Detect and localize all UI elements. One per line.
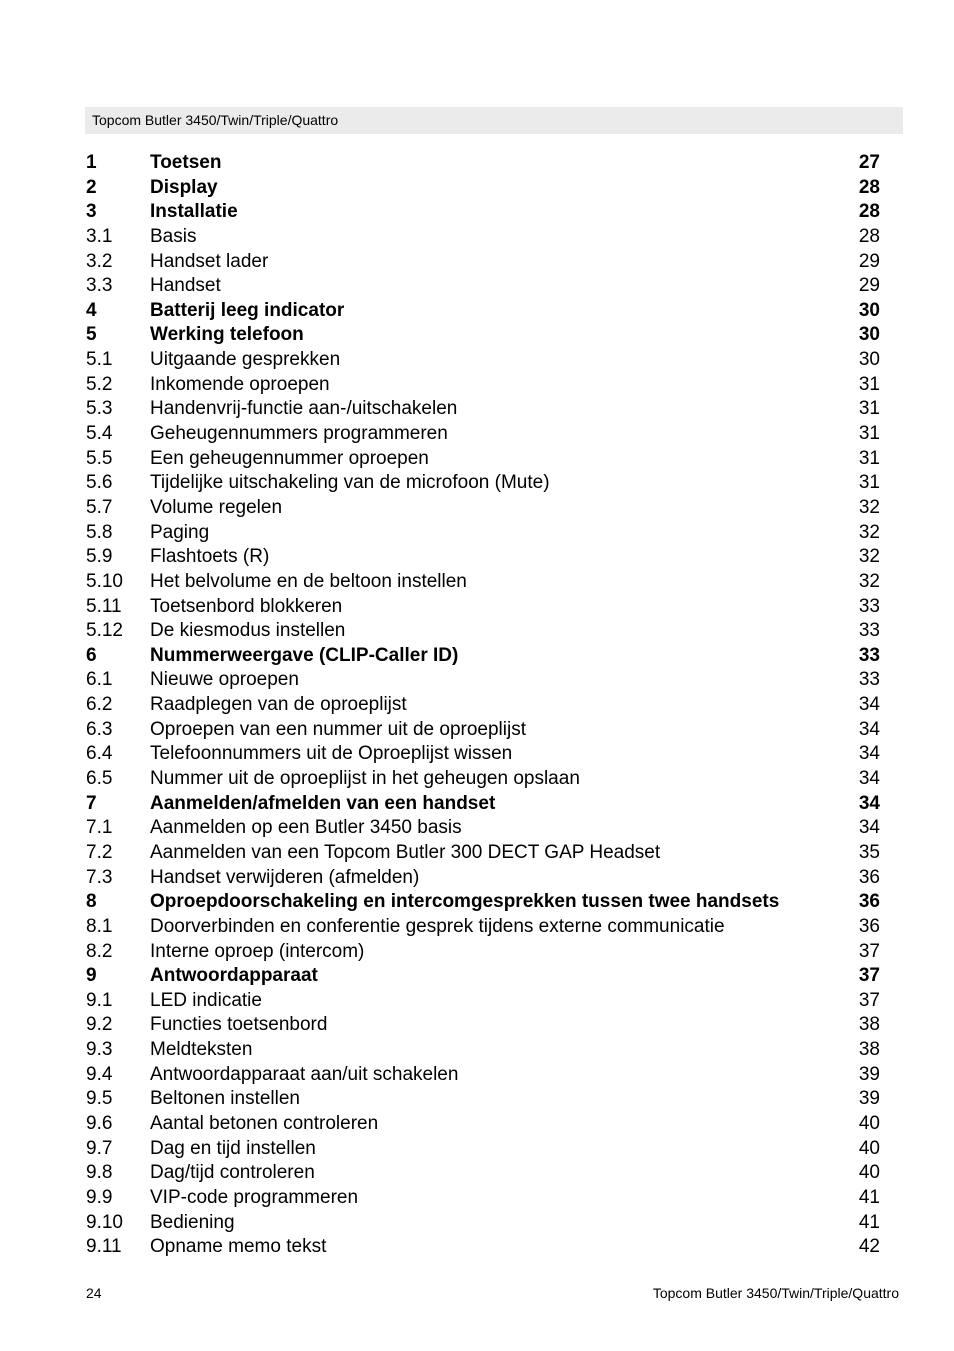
toc-entry-title: Een geheugennummer oproepen — [150, 447, 429, 469]
toc-entry-number: 9.1 — [86, 989, 113, 1011]
toc-entry[interactable] — [86, 176, 882, 201]
toc-entry-page: 41 — [858, 1186, 880, 1208]
toc-entry[interactable] — [86, 718, 882, 743]
toc-entry-title: Flashtoets (R) — [150, 546, 270, 568]
toc-entry-page: 32 — [858, 570, 880, 592]
toc-entry-page: 32 — [858, 521, 880, 543]
toc-entry[interactable] — [86, 644, 882, 669]
toc-entry-number: 9.10 — [86, 1211, 123, 1233]
toc-entry-number: 9.5 — [86, 1088, 113, 1110]
toc-entry-title: Doorverbinden en conferentie gesprek tijdens externe communicatie — [150, 915, 725, 937]
toc-entry-page: 38 — [858, 1039, 880, 1061]
toc-entry-page: 40 — [858, 1137, 880, 1159]
footer-page-number: 24 — [86, 1285, 102, 1301]
toc-entry-number: 9.2 — [86, 1014, 113, 1036]
toc-entry-number: 7.3 — [86, 866, 113, 888]
toc-entry-number: 7.1 — [86, 817, 113, 839]
toc-entry-title: Oproepdoorschakeling en intercomgesprekken tussen twee handsets — [150, 891, 780, 913]
toc-entry-number: 8.1 — [86, 915, 113, 937]
toc-entry-number: 5.6 — [86, 472, 113, 494]
toc-entry-page: 36 — [858, 866, 880, 888]
toc-entry-number: 5.4 — [86, 423, 113, 445]
toc-entry-title: Antwoordapparaat — [150, 965, 318, 987]
toc-entry-page: 33 — [858, 644, 880, 666]
toc-entry-page: 28 — [858, 176, 880, 198]
toc-entry-number: 9.7 — [86, 1137, 113, 1159]
toc-entry-title: Nummer uit de oproeplijst in het geheugen opslaan — [150, 768, 580, 790]
toc-entry-number: 3 — [86, 201, 97, 223]
toc-entry-page: 29 — [858, 275, 880, 297]
toc-entry-number: 5.2 — [86, 373, 113, 395]
toc-entry-page: 27 — [858, 152, 880, 173]
toc-entry-page: 34 — [858, 743, 880, 765]
toc-entry-title: Het belvolume en de beltoon instellen — [150, 570, 467, 592]
toc-entry[interactable] — [86, 1211, 882, 1236]
toc-entry-number: 5.8 — [86, 521, 113, 543]
toc-entry-number: 6.4 — [86, 743, 113, 765]
toc-entry-title: De kiesmodus instellen — [150, 620, 346, 642]
toc-entry-page: 39 — [858, 1088, 880, 1110]
toc-entry[interactable] — [86, 1137, 882, 1162]
toc-entry-page: 29 — [858, 250, 880, 272]
toc-entry-page: 36 — [858, 915, 880, 937]
toc-entry-number: 9 — [86, 965, 97, 987]
toc-entry-title: Handenvrij-functie aan-/uitschakelen — [150, 398, 458, 420]
toc-entry-title: LED indicatie — [150, 989, 262, 1011]
toc-entry[interactable] — [86, 151, 882, 176]
toc-entry-number: 3.3 — [86, 275, 113, 297]
toc-entry-number: 6.2 — [86, 694, 113, 716]
toc-entry[interactable] — [86, 299, 882, 324]
toc-entry-number: 6.3 — [86, 718, 113, 740]
toc-entry-title: Dag en tijd instellen — [150, 1137, 316, 1159]
toc-entry-page: 31 — [858, 398, 880, 420]
toc-entry-title: Oproepen van een nummer uit de oproeplijst — [150, 718, 527, 740]
toc-entry-number: 8 — [86, 891, 97, 913]
toc-entry-number: 5.3 — [86, 398, 113, 420]
toc-entry-title: Nummerweergave (CLIP-Caller ID) — [150, 644, 459, 666]
toc-entry-page: 37 — [858, 989, 880, 1011]
toc-entry-number: 5 — [86, 324, 97, 346]
toc-entry-number: 5.12 — [86, 620, 123, 642]
toc-entry[interactable] — [86, 1235, 882, 1260]
toc-entry-title: Opname memo tekst — [150, 1236, 327, 1258]
toc-entry[interactable] — [86, 1038, 882, 1063]
toc-entry-page: 39 — [858, 1063, 880, 1085]
toc-entry[interactable] — [86, 866, 882, 891]
toc-entry-title: Functies toetsenbord — [150, 1014, 328, 1036]
page-header — [85, 107, 903, 134]
toc-entry-title: Dag/tijd controleren — [150, 1162, 315, 1184]
toc-entry-title: Werking telefoon — [150, 324, 304, 346]
toc-entry-title: Bediening — [150, 1211, 235, 1233]
toc-entry-page: 34 — [858, 718, 880, 740]
toc-entry-title: Beltonen instellen — [150, 1088, 300, 1110]
toc-entry-page: 37 — [858, 940, 880, 962]
toc-entry[interactable] — [86, 1087, 882, 1112]
toc-entry-number: 6.5 — [86, 768, 113, 790]
toc-entry-title: Volume regelen — [150, 496, 283, 518]
toc-entry[interactable] — [86, 250, 882, 275]
toc-entry-title: Interne oproep (intercom) — [150, 940, 365, 962]
toc-entry[interactable] — [86, 225, 882, 250]
toc-entry-number: 5.7 — [86, 496, 113, 518]
toc-entry-number: 7 — [86, 792, 97, 814]
toc-entry-page: 32 — [858, 496, 880, 518]
toc-entry-title: Basis — [150, 225, 197, 247]
toc-entry-title: Antwoordapparaat aan/uit schakelen — [150, 1063, 459, 1085]
footer-title: Topcom Butler 3450/Twin/Triple/Quattro — [652, 1285, 899, 1301]
toc-entry-title: Batterij leeg indicator — [150, 299, 345, 321]
toc-entry-title: Raadplegen van de oproeplijst — [150, 694, 407, 716]
toc-entry[interactable] — [86, 397, 882, 422]
toc-entry[interactable] — [86, 964, 882, 989]
toc-entry-number: 2 — [86, 176, 97, 198]
toc-entry[interactable] — [86, 792, 882, 817]
toc-entry[interactable] — [86, 742, 882, 767]
toc-entry-page: 33 — [858, 669, 880, 691]
toc-entry[interactable] — [86, 940, 882, 965]
toc-entry-title: Aanmelden op een Butler 3450 basis — [150, 817, 462, 839]
toc-entry[interactable] — [86, 496, 882, 521]
toc-entry-title: Tijdelijke uitschakeling van de microfoon (Mute) — [150, 472, 550, 494]
toc-entry-number: 5.11 — [86, 595, 122, 617]
toc-entry-title: Meldteksten — [150, 1039, 253, 1061]
toc-entry-title: Aanmelden van een Topcom Butler 300 DECT GAP Headset — [150, 841, 661, 863]
toc-entry[interactable] — [86, 1063, 882, 1088]
toc-entry-page: 34 — [858, 768, 880, 790]
toc-entry[interactable] — [86, 989, 882, 1014]
toc-entry[interactable] — [86, 471, 882, 496]
toc-entry[interactable] — [86, 841, 882, 866]
header-title: Topcom Butler 3450/Twin/Triple/Quattro — [92, 112, 339, 128]
toc-entry-page: 38 — [858, 1014, 880, 1036]
toc-entry[interactable] — [86, 1013, 882, 1038]
toc-entry-number: 5.5 — [86, 447, 113, 469]
toc-entry-title: Inkomende oproepen — [150, 373, 330, 395]
toc-entry-number: 9.8 — [86, 1162, 113, 1184]
toc-entry-title: Telefoonnummers uit de Oproeplijst wissen — [150, 743, 513, 765]
toc-entry-number: 4 — [86, 299, 97, 321]
toc-entry-number: 3.1 — [86, 225, 113, 247]
toc-entry-title: Nieuwe oproepen — [150, 669, 299, 691]
toc-entry-page: 31 — [858, 447, 880, 469]
toc-entry-number: 3.2 — [86, 250, 113, 272]
toc-entry-number: 9.3 — [86, 1039, 113, 1061]
toc-entry-number: 6.1 — [86, 669, 113, 691]
toc-entry[interactable] — [86, 545, 882, 570]
toc-entry-page: 34 — [858, 694, 880, 716]
toc-entry-title: Toetsenbord blokkeren — [150, 595, 343, 617]
toc-entry[interactable] — [86, 200, 882, 225]
toc-entry[interactable] — [86, 521, 882, 546]
toc-entry-page: 34 — [858, 792, 880, 814]
toc-entry-page: 40 — [858, 1112, 880, 1134]
toc-entry-title: Display — [150, 176, 218, 198]
toc-entry-page: 36 — [858, 891, 880, 913]
toc-entry-number: 5.1 — [86, 349, 113, 371]
toc-entry-title: Paging — [150, 521, 210, 543]
toc-entry[interactable] — [86, 619, 882, 644]
toc-entry[interactable] — [86, 816, 882, 841]
toc-entry-page: 32 — [858, 546, 880, 568]
toc-entry[interactable] — [86, 890, 882, 915]
toc-entry[interactable] — [86, 447, 882, 472]
toc-entry-title: Aantal betonen controleren — [150, 1112, 379, 1134]
toc-entry-title: Aanmelden/afmelden van een handset — [150, 792, 496, 814]
toc-entry-page: 42 — [858, 1236, 880, 1258]
toc-entry-title: Uitgaande gesprekken — [150, 349, 341, 371]
toc-entry-number: 9.11 — [86, 1236, 122, 1258]
toc-entry-page: 30 — [858, 299, 880, 321]
toc-entry-number: 9.4 — [86, 1063, 113, 1085]
table-of-contents — [86, 151, 882, 1260]
toc-entry-number: 9.9 — [86, 1186, 113, 1208]
toc-entry[interactable] — [86, 1186, 882, 1211]
toc-entry-page: 31 — [858, 423, 880, 445]
toc-entry[interactable] — [86, 570, 882, 595]
toc-entry-page: 33 — [858, 595, 880, 617]
toc-entry[interactable] — [86, 767, 882, 792]
toc-entry[interactable] — [86, 274, 882, 299]
toc-entry-page: 41 — [858, 1211, 880, 1233]
toc-entry-number: 1 — [86, 152, 97, 173]
toc-entry-page: 30 — [858, 324, 880, 346]
toc-entry[interactable] — [86, 323, 882, 348]
toc-entry-page: 28 — [858, 201, 880, 223]
toc-entry-number: 9.6 — [86, 1112, 113, 1134]
toc-entry[interactable] — [86, 1161, 882, 1186]
toc-entry[interactable] — [86, 1112, 882, 1137]
toc-entry-title: Toetsen — [150, 152, 222, 173]
toc-entry[interactable] — [86, 422, 882, 447]
toc-entry[interactable] — [86, 348, 882, 373]
toc-entry-number: 7.2 — [86, 841, 113, 863]
toc-entry-title: Handset — [150, 275, 221, 297]
toc-entry[interactable] — [86, 693, 882, 718]
toc-entry[interactable] — [86, 595, 882, 620]
toc-entry-title: Handset lader — [150, 250, 269, 272]
toc-entry[interactable] — [86, 373, 882, 398]
toc-entry-page: 33 — [858, 620, 880, 642]
toc-entry-page: 37 — [858, 965, 880, 987]
toc-entry-number: 6 — [86, 644, 97, 666]
toc-entry-title: VIP-code programmeren — [150, 1186, 359, 1208]
toc-entry-number: 5.10 — [86, 570, 123, 592]
toc-entry[interactable] — [86, 915, 882, 940]
toc-entry[interactable] — [86, 668, 882, 693]
toc-entry-page: 31 — [858, 472, 880, 494]
toc-entry-title: Geheugennummers programmeren — [150, 423, 448, 445]
toc-entry-title: Handset verwijderen (afmelden) — [150, 866, 420, 888]
toc-entry-number: 5.9 — [86, 546, 113, 568]
toc-entry-page: 30 — [858, 349, 880, 371]
toc-entry-page: 31 — [858, 373, 880, 395]
toc-entry-title: Installatie — [150, 201, 238, 223]
toc-entry-page: 34 — [858, 817, 880, 839]
toc-entry-page: 40 — [858, 1162, 880, 1184]
toc-entry-number: 8.2 — [86, 940, 113, 962]
toc-entry-page: 28 — [858, 225, 880, 247]
toc-entry-page: 35 — [858, 841, 880, 863]
